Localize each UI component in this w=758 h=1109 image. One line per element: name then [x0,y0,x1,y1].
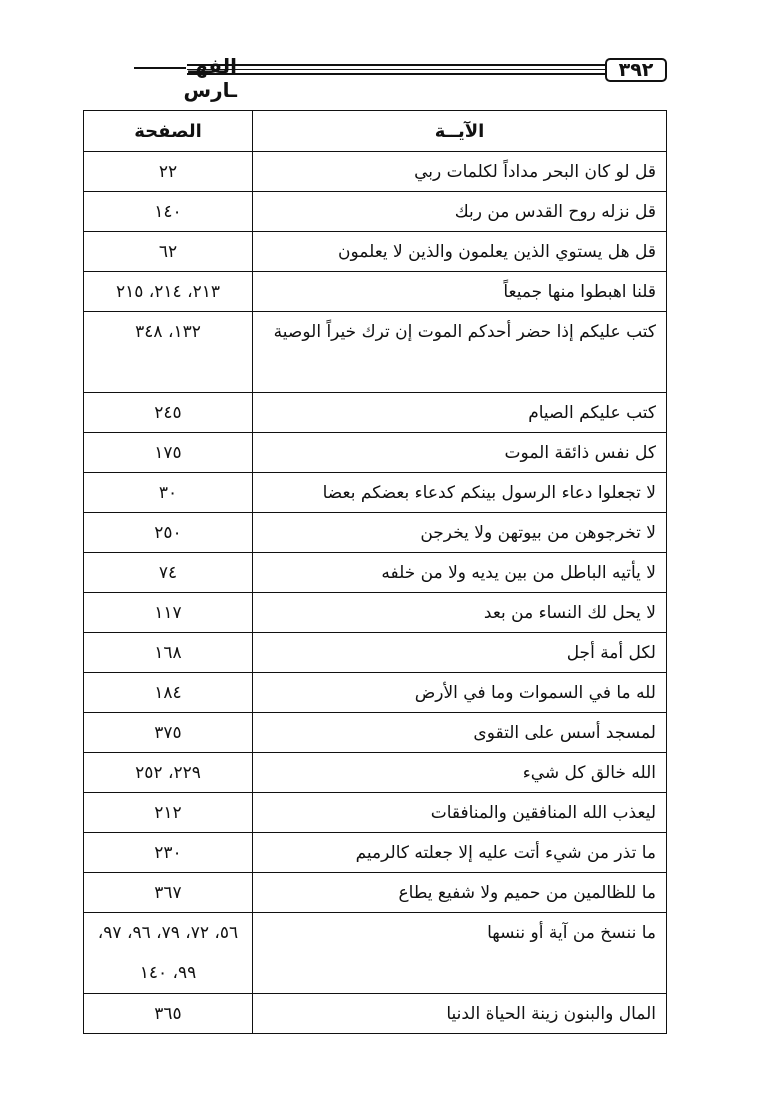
ayah-cell: ما للظالمين من حميم ولا شفيع يطاع [253,873,667,913]
ayah-cell: لله ما في السموات وما في الأرض [253,673,667,713]
page-cell: ٣٠ [84,473,253,513]
header-title-start: الفهـ [188,54,237,78]
table-row [84,192,667,232]
table-row [84,393,667,433]
page-cell: ٢٥٠ [84,513,253,553]
table-row [84,833,667,873]
ayah-cell: لا يحل لك النساء من بعد [253,593,667,633]
table-row [84,633,667,673]
ayah-cell: كل نفس ذائقة الموت [253,433,667,473]
table-row [84,272,667,312]
ayah-cell: قل هل يستوي الذين يعلمون والذين لا يعلمون [253,232,667,272]
table-row [84,433,667,473]
table-row [84,513,667,553]
page-header [82,50,667,102]
ayah-cell: المال والبنون زينة الحياة الدنيا [253,994,667,1034]
ayah-cell: لا تجعلوا دعاء الرسول بينكم كدعاء بعضكم بعضا [253,473,667,513]
page-cell: ٢٢ [84,152,253,192]
ayah-cell: قل نزله روح القدس من ربك [253,192,667,232]
ayah-cell: ليعذب الله المنافقين والمنافقات [253,793,667,833]
table-header-row [84,111,667,152]
column-header-page: الصفحة [84,111,253,152]
page-cell: ٧٤ [84,553,253,593]
header-title-end: ـارس [183,78,237,102]
table-row [84,312,667,393]
page-cell: ٦٢ [84,232,253,272]
page-cell: ٢٤٥ [84,393,253,433]
table-row [84,553,667,593]
table-row [84,593,667,633]
page-cell: ١٣٢، ٣٤٨ [84,312,253,393]
page-cell: ١٤٠ [84,192,253,232]
header-title [82,54,237,102]
ayah-index-table [83,110,667,1034]
table-row [84,753,667,793]
page-cell: ٢٢٩، ٢٥٢ [84,753,253,793]
table-row [84,793,667,833]
page-cell: ٣٦٥ [84,994,253,1034]
page-cell: ٥٦، ٧٢، ٧٩، ٩٦، ٩٧، ٩٩، ١٤٠ [84,913,253,994]
page-cell: ٢١٢ [84,793,253,833]
ayah-cell: ما تذر من شيء أتت عليه إلا جعلته كالرميم [253,833,667,873]
ayah-cell: كتب عليكم الصيام [253,393,667,433]
table-row [84,473,667,513]
ayah-cell: كتب عليكم إذا حضر أحدكم الموت إن ترك خيراً الوصية [253,312,667,393]
ayah-cell: قل لو كان البحر مداداً لكلمات ربي [253,152,667,192]
table-row [84,673,667,713]
page-cell: ٣٧٥ [84,713,253,753]
page-cell: ١٦٨ [84,633,253,673]
ayah-cell: لكل أمة أجل [253,633,667,673]
page-cell: ٢٣٠ [84,833,253,873]
page-cell: ٢١٣، ٢١٤، ٢١٥ [84,272,253,312]
page-cell: ١٧٥ [84,433,253,473]
table-row [84,713,667,753]
ayah-cell: الله خالق كل شيء [253,753,667,793]
table-row [84,873,667,913]
page-cell: ١٨٤ [84,673,253,713]
table-row [84,152,667,192]
ayah-cell: لمسجد أسس على التقوى [253,713,667,753]
table-row [84,232,667,272]
page-number: ٣٩٢ [605,58,667,82]
header-rule [187,64,605,76]
page-cell: ٣٦٧ [84,873,253,913]
ayah-cell: ما ننسخ من آية أو ننسها [253,913,667,994]
table-row [84,913,667,994]
ayah-cell: لا يأتيه الباطل من بين يديه ولا من خلفه [253,553,667,593]
page-cell: ١١٧ [84,593,253,633]
ayah-cell: قلنا اهبطوا منها جميعاً [253,272,667,312]
column-header-ayah: الآيــة [253,111,667,152]
ayah-cell: لا تخرجوهن من بيوتهن ولا يخرجن [253,513,667,553]
table-row [84,994,667,1034]
